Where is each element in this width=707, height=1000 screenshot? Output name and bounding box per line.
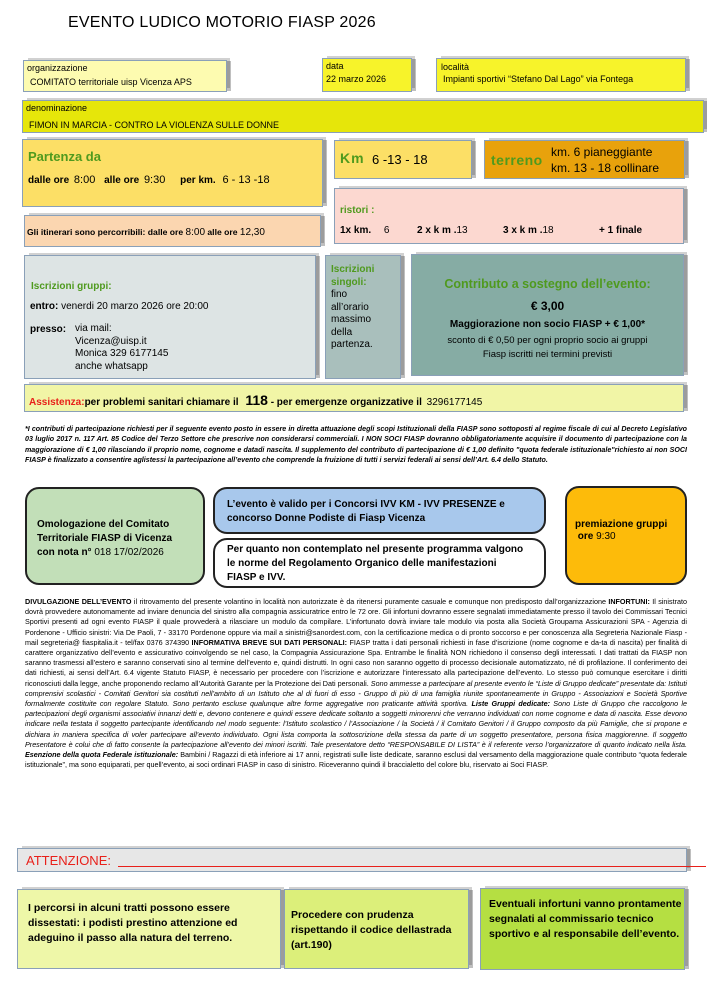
iscrizioni-entro: [30, 301, 208, 312]
assistenza-organizzative: - per emergenze organizzative il: [270, 397, 422, 408]
iscrizioni-singoli-content: [331, 264, 374, 352]
ristori-item: [503, 225, 554, 236]
partenza-km-value: 6 - 13 -18: [222, 174, 270, 186]
contributo-box: [411, 254, 684, 376]
presso-line: via mail:: [75, 323, 112, 334]
presso-label: presso:: [30, 324, 67, 335]
iscrizioni-singoli-line: massimo: [331, 314, 372, 325]
itinerari-alle-value: 12,30: [239, 227, 265, 238]
km-value: 6 -13 - 18: [372, 152, 428, 167]
liste-body: Sono Liste di Gruppo che raccolgono le partecipazioni degli organismi associativi innanzi detti e, devono contenere e quindi essere dedicate soltanto a soggetti minorenni che verranno individuati con nome cognome e data di nascita. Esse devono indicare nella testata il soggetto partecipante identificando nel modo seguente: l’Istituto scolastico / l’Associazione / la Società / il Comitato Genitori / il Gruppo composto da più Famiglie, che si propone e dichiara in maniera specifica di voler partecipare all’evento individuato. Ogni lista comporta la sottoscrizione della stessa da parte di un soggetto presentatore, persona fisica maggiorenne. Il soggetto Presentatore è colui che di fatto consente la partecipazione all’evento dei minori iscritti. Tale presentatore detto “RESPONSABILE DI LISTA” è il referente verso l’organizzatore di quanto indicato nella lista.: [25, 699, 687, 749]
iscrizioni-singoli-line: fino: [331, 289, 348, 300]
concorsi-text: L’evento è valido per i Concorsi IVV KM - IVV PRESENZE e concorso Donne Podiste di Fiasp Vicenza: [227, 499, 505, 524]
ristori-item-label: 3 x k m .: [503, 225, 543, 236]
page-title: EVENTO LUDICO MOTORIO FIASP 2026: [68, 14, 376, 31]
presso-line: anche whatsapp: [75, 360, 148, 372]
concorsi-box: [213, 487, 546, 534]
ristori-item-value: 13: [456, 225, 468, 236]
ristori-item: [340, 225, 389, 236]
avviso-text: Eventuali infortuni vanno prontamente segnalati al commissario tecnico sportivo e al responsabile dell’evento.: [489, 898, 682, 940]
ristori-heading: ristori :: [340, 205, 375, 216]
organizzazione-box: [23, 60, 227, 92]
liste-intro: Sono ammesse a partecipare al presente evento le “Liste di Gruppo dedicate” presentate da: Istituti comprensivi scolastici - Comitati Genitori sia costituti nell’ambito di un Istituto che al di fuori di esso - Gruppo di più di una famiglia riunite spontaneamente in Gruppo - Associazioni e Società Sportive formalmente costituite con regolare Statuto. Sono pertanto escluse qualunque altre forme aggregative non praticante attività sportiva.: [25, 678, 687, 709]
premiazione-ore-value: 9:30: [596, 531, 616, 542]
partenza-dalle-label: dalle ore: [28, 175, 70, 186]
premiazione-text: [575, 519, 667, 543]
premiazione-ore-label: ore: [577, 531, 594, 542]
assistenza-phone: 3296177145: [426, 397, 483, 408]
partenza-heading: Partenza da: [28, 149, 101, 164]
entro-label: entro:: [30, 301, 59, 312]
denominazione-value: FIMON IN MARCIA - CONTRO LA VIOLENZA SULLE DONNE: [29, 120, 280, 130]
avviso-text: I percorsi in alcuni tratti possono essere dissestati: i podisti prestino attenzione ed adeguino il passo alla natura del terreno.: [28, 902, 238, 944]
assistenza-sanitari: per problemi sanitari chiamare il: [84, 397, 239, 408]
entro-value: venerdi 20 marzo 2026 ore 20:00: [61, 301, 209, 312]
contributo-sconto: sconto di € 0,50 per ogni proprio socio ai gruppi: [447, 335, 648, 346]
denominazione-box: [22, 100, 704, 133]
contributo-maggiorazione: Maggiorazione non socio FIASP + € 1,00*: [449, 319, 646, 330]
organizzazione-label: organizzazione: [27, 63, 88, 73]
avviso-box: [284, 889, 469, 969]
denominazione-label: denominazione: [26, 103, 88, 113]
informativa-heading: INFORMATIVA BREVE SUI DATI PERSONALI:: [191, 637, 348, 647]
partenza-dalle-value: 8:00: [73, 174, 96, 186]
data-box: [322, 58, 412, 92]
contributo-heading: Contributo a sostegno dell’evento:: [444, 277, 651, 291]
terreno-label: terreno: [491, 152, 543, 168]
partenza-box: [22, 139, 323, 207]
ristori-box: [334, 188, 684, 244]
regolamento-box: [213, 538, 546, 588]
informativa-body: FIASP tratta i dati personali richiesti in fase d’iscrizione (nome cognome e da-ta di nascita) per finalità di carattere organizzativo dell’evento e assicurativo coinvolgendo se nel caso, la Compagnia Assicurazione Spa. Entrambe le finalità NON richiedono il consenso degli interessati. I dati trattati da FIASP non saranno trasmessi all’estero e saranno conservati sino al termine dell’evento e, quindi distrutti. In ogni caso non saranno oggetto di processo decisionale automatizzato, né di profilazione. Il conferimento dei dati richiesti, ai sensi dell’Art. 6.4 vigente Statuto FIASP, è necessario per procedere con l’iscrizione e autorizzare l’interessato alla partecipazione dell’evento. Lo stesso può comunque esercitare i diritti riconosciuti dalla legge, anche proponendo reclamo all’Autorità Garante per la Protezione dei Dati personali.: [25, 637, 687, 688]
localita-value: Impianti sportivi “Stefano Dal Lago” via Fontega: [443, 74, 634, 84]
omologazione-line: con nota n°: [37, 547, 92, 558]
ristori-item-label: 1x km.: [340, 225, 372, 236]
regolamento-text: Per quanto non contemplato nel presente programma valgono le norme del Regolamento Organico delle manifestazioni FIASP e IVV.: [227, 544, 524, 583]
itinerari-text: [27, 227, 265, 238]
itinerari-dalle-value: 8:00: [185, 227, 206, 238]
assistenza-118: 118: [245, 392, 268, 408]
attenzione-box: [17, 848, 687, 872]
infortuni-body: Il sinistrato dovrà provvedere autonomamente ad inviare denuncia del sinistro alla compagnia assicuratrice entro le 72 ore. Gli infortuni dovranno essere segnalati immediatamente presso il tavolo dei Commissari Tecnici Sportivi presenti ad ogni evento FIASP il quale provvederà a rilasciare un modulo da compilare. L’infortunato dovrà inviare tale modulo via posta alla Società Groupama Assicurazioni SPA - Agenzia di Pordenone - Ufficio sinistri: Via De Paoli, 7 - 33170 Pordenone oppure via mail a sinistri@sanordest.com, con la certificazione medica o di pronto soccorso e per conoscenza alla Segreteria Nazionale Fiasp - mail segreteria@ fiaspitalia.it - tel/fax 0376 374390: [25, 597, 687, 647]
data-value: 22 marzo 2026: [326, 74, 387, 84]
km-box: [334, 140, 472, 179]
assistenza-label: Assistenza:: [29, 397, 85, 408]
omologazione-box: [25, 487, 205, 585]
partenza-orari: [28, 174, 270, 186]
ristori-item-value: 18: [542, 225, 554, 236]
assistenza-text: [29, 392, 482, 408]
data-label: data: [326, 61, 344, 71]
avviso-box: [17, 889, 281, 969]
ristori-item-value: 6: [383, 225, 390, 236]
iscrizioni-singoli-heading: Iscrizioni: [331, 264, 375, 275]
iscrizioni-singoli-line: all’orario: [331, 301, 369, 313]
iscrizioni-singoli-line: della: [331, 326, 353, 338]
localita-box: [436, 58, 686, 92]
premiazione-box: [565, 486, 687, 585]
infortuni-heading: INFORTUNI:: [608, 597, 650, 606]
localita-label: località: [441, 62, 470, 72]
iscrizioni-singoli-line: partenza.: [331, 339, 373, 350]
divulgazione-heading: DIVULGAZIONE DELL’EVENTO: [25, 597, 132, 606]
itinerari-label: Gli itinerari sono percorribili: dalle ore: [27, 227, 184, 237]
ristori-item-label: + 1 finale: [599, 225, 643, 236]
km-label: Km: [340, 150, 365, 166]
assistenza-box: [24, 384, 684, 412]
attenzione-underline: [118, 866, 706, 867]
presso-email: Vicenza@uisp.it: [75, 335, 147, 347]
partenza-alle-value: 9:30: [143, 174, 166, 186]
attenzione-label: ATTENZIONE:: [26, 853, 111, 868]
esenzione-body: Bambini / Ragazzi di età inferiore ai 17 anni, registrati sulle liste dedicate, saranno esclusi dal versamento della maggiorazione quale contributo “quota federale istituzionale”, ma sono equiparati, per quell’evento, ai soci ordinari FIASP in caso di sinistro. Riceveranno quindi il braccialetto del colore blu, riservato ai Soci FIASP.: [25, 750, 688, 770]
organizzazione-value: COMITATO territoriale uisp Vicenza APS: [30, 77, 192, 87]
itinerari-box: [24, 215, 321, 247]
iscrizioni-singoli-box: [325, 255, 401, 379]
nota-fiscale: *I contributi di partecipazione richiesti per il seguente evento posto in essere in diretta attuazione degli scopi Istituzionali della FIASP sono sottoposti al regime fiscale di cui al Decreto Legislativo 03 luglio 2017 n. 117 Art. 85 Codice del Terzo Settore che prescrive non considerarsi commerciali. I NON SOCI FIASP dovranno obbligatoriamente acquisire il documento di partecipazione con la maggiorazione di € 1,00 rilasciando il proprio nome, cognome e datadi nascita. Il supplemento del contributo di partecipazione di € 1,00 definito "quota federale istituzionale"richiesto ai non SOCI FIASP è finalizzato a consentire aglistessi la partecipazione all’evento che comprende la fruizione di tutti i servizi federali ai sensi dell’Art. 6.4 dello Statuto.: [25, 425, 687, 465]
partenza-km-label: per km.: [180, 175, 216, 186]
contributo-amount: € 3,00: [530, 299, 565, 313]
contributo-sconto: Fiasp iscritti nei termini previsti: [482, 349, 613, 360]
omologazione-text: [37, 518, 172, 560]
iscrizioni-gruppi-heading: Iscrizioni gruppi:: [31, 281, 112, 292]
terreno-box: [484, 140, 685, 179]
partenza-alle-label: alle ore: [104, 175, 140, 186]
ristori-item-label: 2 x k m .: [417, 225, 457, 236]
liste-heading: Liste Gruppi dedicate:: [471, 699, 550, 709]
terreno-line2: km. 13 - 18 collinare: [551, 161, 660, 175]
itinerari-alle-label: alle ore: [207, 227, 238, 237]
divulgazione-text: [25, 597, 687, 770]
terreno-line1: km. 6 pianeggiante: [551, 145, 653, 159]
avviso-text: Procedere con prudenza rispettando il codice dellastrada (art.190): [291, 909, 452, 951]
omologazione-nota: 018 17/02/2026: [94, 547, 164, 558]
iscrizioni-gruppi-box: [24, 255, 316, 379]
ristori-item: [599, 225, 642, 236]
iscrizioni-singoli-heading: singoli:: [331, 276, 367, 288]
avviso-box: [480, 888, 685, 970]
presso-phone: Monica 329 6177145: [75, 348, 169, 359]
esenzione-heading: Esenzione della quota Federale istituzionale:: [25, 750, 179, 760]
omologazione-line: Territoriale FIASP di Vicenza: [37, 533, 173, 544]
premiazione-label: premiazione gruppi: [575, 519, 668, 530]
presso-lines: [75, 323, 168, 373]
omologazione-line: Omologazione del Comitato: [37, 519, 170, 530]
ristori-item: [417, 225, 468, 236]
divulgazione-body: il ritrovamento del presente volantino in località non autorizzate è da ritenersi puramente casuale e comunque non predisposto dall’organizzazione: [131, 597, 609, 606]
